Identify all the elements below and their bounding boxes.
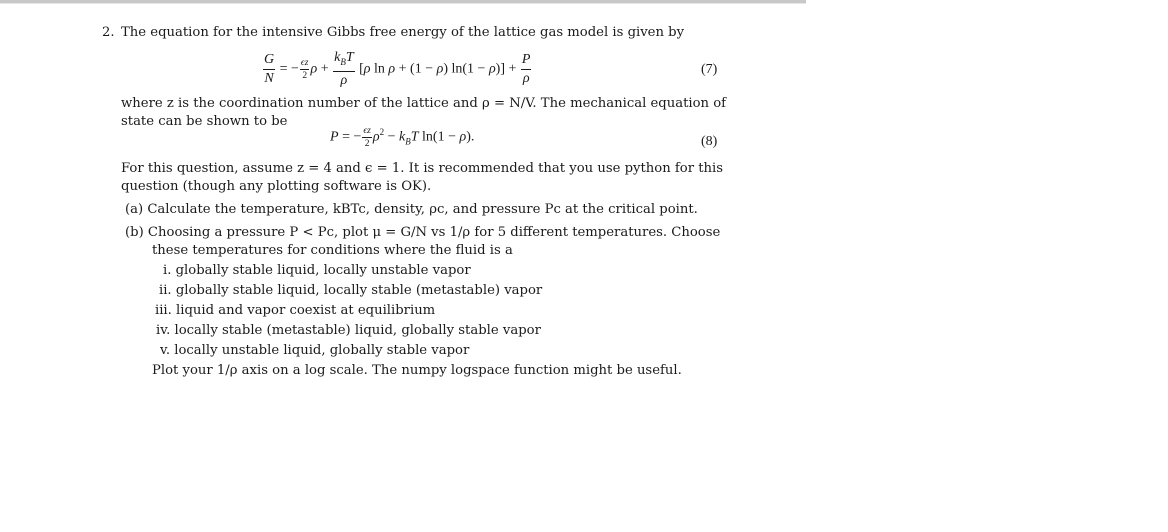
part-a: (a) Calculate the temperature, kBTc, density, ρc, and pressure Pc at the critical point. <box>125 202 698 217</box>
list-item: v. locally unstable liquid, globally stable vapor <box>160 343 470 358</box>
assume-text-line-1: For this question, assume z = 4 and ϵ = 1. It is recommended that you use python for this <box>121 161 723 176</box>
assume-text-line-2: question (though any plotting software is OK). <box>121 179 432 194</box>
problem-number: 2. <box>102 25 115 40</box>
equation-8-number: (8) <box>701 134 718 149</box>
equation-8: P = − $\frac{\epsilon z}{2}$ $\rho^2 - k_BT$ ln(1 − ρ). <box>330 126 475 149</box>
equation-7: $\frac{G}{N}$ = − $\frac{\epsilon z}{2}$ ρ + $\frac{k_BT}{\rho}$ [ρ ln ρ + (1 − ρ) ln(1 − ρ)] + $\frac{P}{\rho}$ <box>264 50 531 88</box>
list-item: ii. globally stable liquid, locally stable (metastable) vapor <box>159 283 543 298</box>
where-text-line-1: where z is the coordination number of the lattice and ρ = N/V. The mechanical equation of <box>121 96 727 111</box>
closing-text: Plot your 1/ρ axis on a log scale. The numpy logspace function might be useful. <box>152 363 682 378</box>
part-b-line-1: (b) Choosing a pressure P < Pc, plot μ = G/N vs 1/ρ for 5 different temperatures. Choose <box>125 225 721 240</box>
page-top-border-shadow <box>0 3 806 4</box>
equation-7-number: (7) <box>701 62 718 77</box>
where-text-line-2: state can be shown to be <box>121 114 288 129</box>
part-b-line-2: these temperatures for conditions where the fluid is a <box>152 243 513 258</box>
list-item: iv. locally stable (metastable) liquid, globally stable vapor <box>156 323 541 338</box>
list-item: iii. liquid and vapor coexist at equilibrium <box>155 303 436 318</box>
problem-intro: The equation for the intensive Gibbs free energy of the lattice gas model is given by <box>121 25 685 40</box>
list-item: i. globally stable liquid, locally unstable vapor <box>163 263 471 278</box>
